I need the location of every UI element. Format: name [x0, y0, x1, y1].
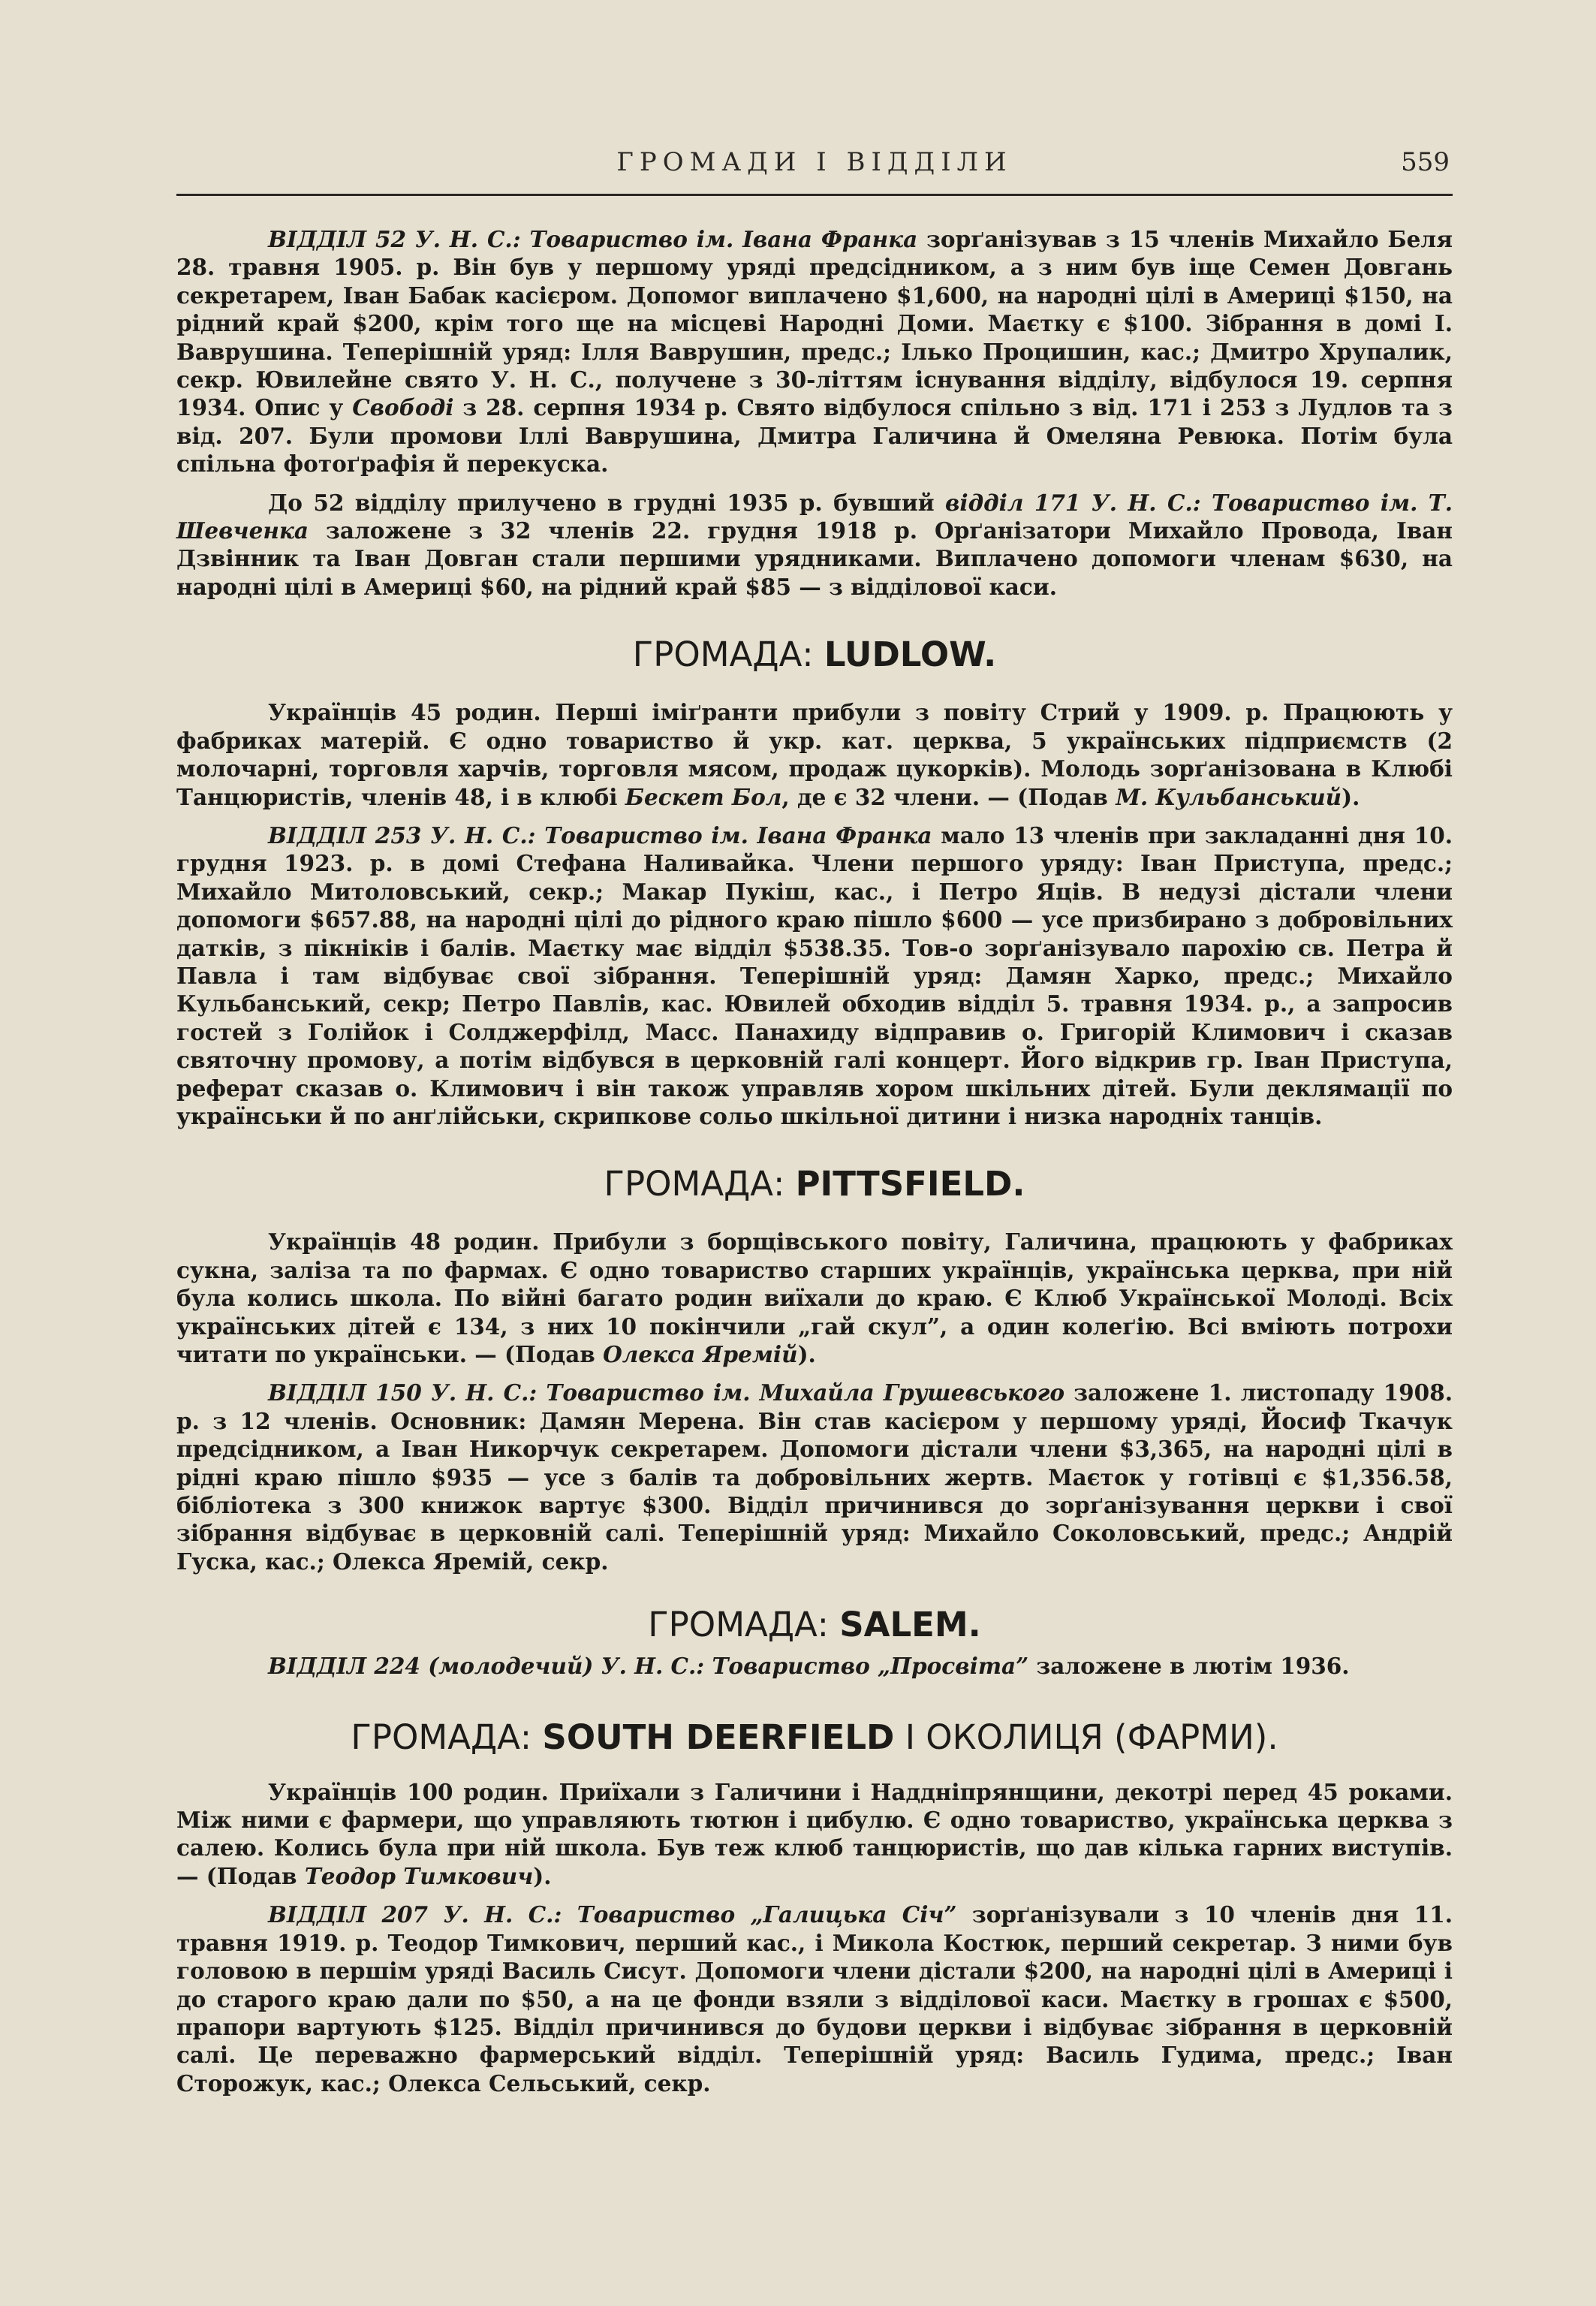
paragraph-text: мало 13 членів при закладанні дня 10. грудня 1923. р. в домі Стефана Наливайка. Члени першого уряду: Іван Приступа, предс.; Михайло Митоловський, секр.; Макар Пукіш, кас., і Петро Яців. В недузі дістали члени допомоги $657.88, на народні цілі до рідного краю пішло $600 — усе призбирано з добровільних датків, з пікніків і балів. Маєтку має відділ $538.35. Тов-о зорґанізувало парохію св. Петра й Павла і там відбуває свої зібрання. Теперішній уряд: Дамян Харко, предс.; Михайло Кульбанський, секр; Петро Павлів, кас. Ювилей обходив відділ 5. травня 1934. р., а запросив гостей з Голійок і Солджерфілд, Масс. Панахиду відправив о. Григорій Климович і сказав святочну промову, а потім відбувся в церковній галі концерт. Його відкрив гр. Іван Приступа, реферат сказав о. Климович і він також управляв хором шкільних дітей. Були деклямації по українськи й по анґлійськи, скрипкове сольо шкільної дитини і низка народніх танців.: [176, 821, 1453, 1129]
paragraph-text: ).: [533, 1862, 552, 1889]
heading-label: ГРОМАДА:: [648, 1605, 829, 1645]
paragraph-text: заложене 1. листопаду 1908. р. з 12 членів. Основник: Дамян Мерена. Він став касієром у першому уряді, Йосиф Ткачук предсідником, а Іван Никорчук секретарем. Допомоги дістали члени $3,365, на народні цілі в рідні краю пішло $935 — усе з балів та добровільних жертв. Маєток у готівці є $1,356.58, бібліотека з 300 книжок вартує $300. Відділ причинився до зорґанізування церкви і свої зібрання відбуває в церковній салі. Теперішній уряд: Михайло Соколовський, предс.; Андрій Гуска, кас.; Олекса Яремій, секр.: [176, 1379, 1453, 1575]
page-number: 559: [1401, 147, 1450, 177]
paragraph-text: Українців 45 родин. Перші іміґранти прибули з повіту Стрий у 1909. р. Працюють у фабриках матерій. Є одно товариство й укр. кат. церква, 5 українських підприємств (2 молочарні, торговля харчів, торговля мясом, продаж цукорків). Молодь зорґанізована в Клюбі Танцюристів, членів 48, і в клюбі: [176, 699, 1453, 810]
paragraph-ludlow-community: [176, 698, 1453, 811]
author-name: Олекса Яремій: [603, 1341, 798, 1367]
heading-label: ГРОМАДА:: [604, 1164, 785, 1204]
branch-title: ВІДДІЛ 253 У. Н. С.: Товариство ім. Івана Франка: [268, 821, 932, 849]
heading-label: ГРОМАДА:: [632, 635, 814, 675]
heading-place: PITTSFIELD.: [795, 1164, 1025, 1204]
page-body: [176, 225, 1453, 2097]
paragraph-text: заложене в лютім 1936.: [1028, 1653, 1350, 1680]
section-heading-salem: [176, 1605, 1453, 1644]
heading-place: SALEM.: [839, 1605, 981, 1645]
paragraph-branch-207: [176, 1901, 1453, 2097]
heading-place: LUDLOW.: [824, 635, 997, 675]
heading-label: ГРОМАДА:: [351, 1717, 532, 1757]
paragraph-text: ).: [1342, 783, 1360, 810]
paragraph-text: ).: [797, 1341, 816, 1367]
paragraph-text: , де є 32 члени. — (Подав: [781, 783, 1116, 810]
club-name: Бескет Бол: [625, 783, 782, 810]
heading-suffix: І ОКОЛИЦЯ (ФАРМИ).: [905, 1717, 1278, 1757]
section-heading-south-deerfield: [176, 1718, 1453, 1757]
section-heading-ludlow: [176, 635, 1453, 674]
paragraph-branch-52: [176, 225, 1453, 478]
paragraph-branch-171: [176, 489, 1453, 601]
author-name: Теодор Тимкович: [304, 1862, 534, 1889]
paragraph-branch-253: [176, 821, 1453, 1130]
newspaper-name: Свободі: [352, 394, 454, 421]
paragraph-text: Українців 100 родин. Приїхали з Галичини і Наддніпрянщини, декотрі перед 45 роками. Між ними є фармери, що управляють тютюн і цибулю. Є одно товариство, українська церква з салею. Колись була при ній школа. Був теж клюб танцюристів, що дав кілька гарних виступів. — (Подав: [176, 1778, 1453, 1889]
branch-title: ВІДДІЛ 224 (молодечий) У. Н. С.: Товариство „Просвіта”: [268, 1653, 1029, 1680]
paragraph-branch-224: [176, 1652, 1453, 1680]
paragraph-text: зорґанізували з 10 членів дня 11. травня 1919. р. Теодор Тимкович, перший кас., і Микола Костюк, перший секретар. З ними був головою в першім уряді Василь Сисут. Допомоги члени дістали $200, на народні цілі в Америці і до старого краю дали по $50, а на це фонди взяли з відділової каси. Маєтку в грошах є $500, прапори вартують $125. Відділ причинився до будови церкви і відбуває зібрання в церковній салі. Це переважно фармерський відділ. Теперішній уряд: Василь Гудима, предс.; Іван Сторожук, кас.; Олекса Сельський, секр.: [176, 1901, 1453, 2097]
paragraph-text: зорґанізував з 15 членів Михайло Беля 28. травня 1905. р. Він був у першому уряді предсідником, а з ним був іще Семен Довгань секретарем, Іван Бабак касієром. Допомог виплачено $1,600, на народні цілі в Америці $150, на рідний край $200, крім того ще на місцеві Народні Доми. Маєтку є $100. Зібрання в домі І. Ваврушина. Теперішній уряд: Ілля Ваврушин, предс.; Ілько Процишин, кас.; Дмитро Хрупалик, секр. Ювилейне свято У. Н. С., получене з 30-літтям існування відділу, відбулося 19. серпня 1934. Опис у: [176, 226, 1453, 421]
paragraph-text: Українців 48 родин. Прибули з борщівського повіту, Галичина, працюють у фабриках сукна, заліза та по фармах. Є одно товариство старших українців, українська церква, при ній була колись школа. По війні багато родин виїхали до краю. Є Клюб Української Молоді. Всіх українських дітей є 134, з них 10 покінчили „гай скул”, а один колеґію. Всі вміють потрохи читати по українськи. — (Подав: [176, 1228, 1453, 1367]
header-rule: [176, 194, 1453, 196]
paragraph-pittsfield-community: [176, 1228, 1453, 1368]
page-header: [176, 147, 1453, 189]
paragraph-text: заложене з 32 членів 22. грудня 1918 р. Орґанізатори Михайло Провода, Іван Дзвінник та Іван Довган стали першими урядниками. Виплачено допомоги членам $630, на народні цілі в Америці $60, на рідний край $85 — з відділової каси.: [176, 517, 1453, 600]
section-heading-pittsfield: [176, 1165, 1453, 1204]
branch-title: відділ 171 У. Н. С.: Товариство ім. Т. Шевченка: [176, 489, 1453, 544]
branch-title: ВІДДІЛ 207 У. Н. С.: Товариство „Галицька Січ”: [268, 1901, 957, 1928]
branch-title: ВІДДІЛ 150 У. Н. С.: Товариство ім. Михайла Грушевського: [268, 1379, 1065, 1406]
paragraph-branch-150: [176, 1379, 1453, 1575]
branch-title: ВІДДІЛ 52 У. Н. С.: Товариство ім. Івана Франка: [268, 226, 918, 252]
heading-place: SOUTH DEERFIELD: [542, 1717, 895, 1757]
running-head: ГРОМАДИ І ВІДДІЛИ: [616, 147, 1013, 177]
paragraph-text: з 28. серпня 1934 р. Свято відбулося спільно з від. 171 і 253 з Лудлов та з від. 207. Були промови Іллі Ваврушина, Дмитра Галичина й Омеляна Ревюка. Потім була спільна фотоґрафія й перекуска.: [176, 394, 1453, 478]
paragraph-text: До 52 відділу прилучено в грудні 1935 р. бувший: [268, 489, 946, 516]
paragraph-south-deerfield-community: [176, 1778, 1453, 1891]
author-name: М. Кульбанський: [1116, 783, 1342, 810]
